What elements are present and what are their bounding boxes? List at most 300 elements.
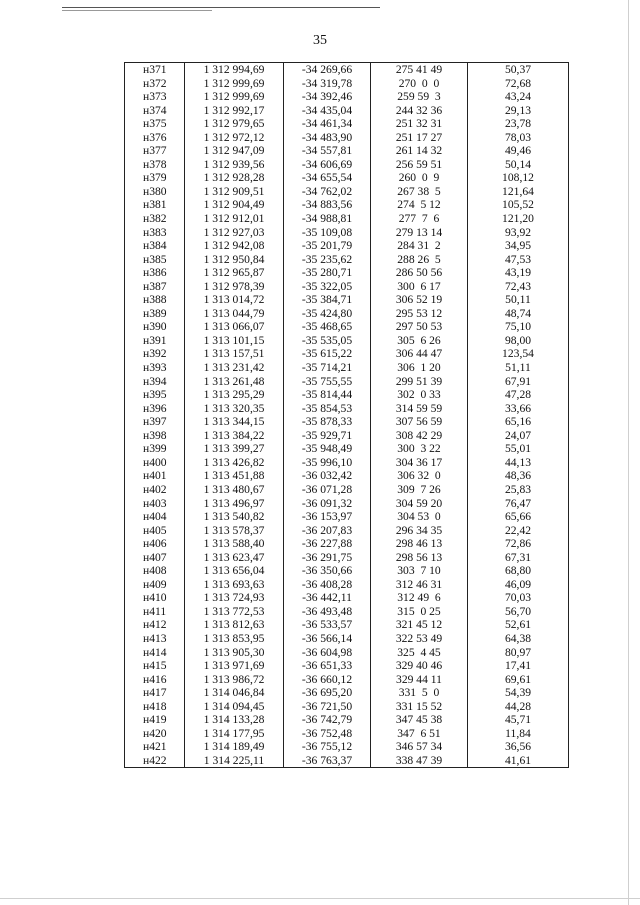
table-row xyxy=(125,375,569,389)
distance-cell: 48,74 xyxy=(468,307,569,321)
y-coordinate-cell: -35 948,49 xyxy=(284,442,371,456)
page-edge-bottom xyxy=(0,898,640,899)
point-id-cell: н407 xyxy=(125,551,185,565)
x-coordinate-cell: 1 313 623,47 xyxy=(185,551,284,565)
distance-cell: 67,31 xyxy=(468,551,569,565)
table-row xyxy=(125,632,569,646)
direction-angle-cell: 346 57 34 xyxy=(371,740,468,754)
point-id-cell: н415 xyxy=(125,659,185,673)
x-coordinate-cell: 1 313 693,63 xyxy=(185,578,284,592)
y-coordinate-cell: -35 468,65 xyxy=(284,320,371,334)
point-id-cell: н384 xyxy=(125,239,185,253)
direction-angle-cell: 277 7 6 xyxy=(371,212,468,226)
distance-cell: 108,12 xyxy=(468,171,569,185)
point-id-cell: н390 xyxy=(125,320,185,334)
y-coordinate-cell: -36 660,12 xyxy=(284,673,371,687)
x-coordinate-cell: 1 312 904,49 xyxy=(185,198,284,212)
direction-angle-cell: 306 32 0 xyxy=(371,469,468,483)
direction-angle-cell: 251 32 31 xyxy=(371,117,468,131)
point-id-cell: н416 xyxy=(125,673,185,687)
direction-angle-cell: 305 6 26 xyxy=(371,334,468,348)
point-id-cell: н405 xyxy=(125,524,185,538)
y-coordinate-cell: -36 651,33 xyxy=(284,659,371,673)
direction-angle-cell: 304 36 17 xyxy=(371,456,468,470)
x-coordinate-cell: 1 314 094,45 xyxy=(185,700,284,714)
distance-cell: 41,61 xyxy=(468,754,569,768)
point-id-cell: н411 xyxy=(125,605,185,619)
table-row xyxy=(125,497,569,511)
y-coordinate-cell: -34 435,04 xyxy=(284,104,371,118)
distance-cell: 47,53 xyxy=(468,253,569,267)
direction-angle-cell: 300 3 22 xyxy=(371,442,468,456)
point-id-cell: н401 xyxy=(125,469,185,483)
point-id-cell: н403 xyxy=(125,497,185,511)
distance-cell: 69,61 xyxy=(468,673,569,687)
table-row xyxy=(125,198,569,212)
table-row xyxy=(125,253,569,267)
direction-angle-cell: 284 31 2 xyxy=(371,239,468,253)
direction-angle-cell: 288 26 5 xyxy=(371,253,468,267)
distance-cell: 121,64 xyxy=(468,185,569,199)
x-coordinate-cell: 1 313 231,42 xyxy=(185,361,284,375)
direction-angle-cell: 302 0 33 xyxy=(371,388,468,402)
distance-cell: 51,11 xyxy=(468,361,569,375)
x-coordinate-cell: 1 313 772,53 xyxy=(185,605,284,619)
x-coordinate-cell: 1 313 971,69 xyxy=(185,659,284,673)
distance-cell: 72,43 xyxy=(468,280,569,294)
table-row xyxy=(125,158,569,172)
distance-cell: 47,28 xyxy=(468,388,569,402)
x-coordinate-cell: 1 313 540,82 xyxy=(185,510,284,524)
x-coordinate-cell: 1 313 066,07 xyxy=(185,320,284,334)
y-coordinate-cell: -36 533,57 xyxy=(284,618,371,632)
table-row xyxy=(125,469,569,483)
point-id-cell: н396 xyxy=(125,402,185,416)
y-coordinate-cell: -34 392,46 xyxy=(284,90,371,104)
distance-cell: 46,09 xyxy=(468,578,569,592)
y-coordinate-cell: -35 854,53 xyxy=(284,402,371,416)
direction-angle-cell: 260 0 9 xyxy=(371,171,468,185)
direction-angle-cell: 347 45 38 xyxy=(371,713,468,727)
x-coordinate-cell: 1 313 480,67 xyxy=(185,483,284,497)
distance-cell: 43,24 xyxy=(468,90,569,104)
x-coordinate-cell: 1 314 225,11 xyxy=(185,754,284,768)
x-coordinate-cell: 1 314 133,28 xyxy=(185,713,284,727)
point-id-cell: н377 xyxy=(125,144,185,158)
y-coordinate-cell: -36 763,37 xyxy=(284,754,371,768)
x-coordinate-cell: 1 312 999,69 xyxy=(185,90,284,104)
distance-cell: 67,91 xyxy=(468,375,569,389)
y-coordinate-cell: -36 721,50 xyxy=(284,700,371,714)
point-id-cell: н385 xyxy=(125,253,185,267)
direction-angle-cell: 299 51 39 xyxy=(371,375,468,389)
y-coordinate-cell: -36 752,48 xyxy=(284,727,371,741)
point-id-cell: н372 xyxy=(125,77,185,91)
table-row xyxy=(125,212,569,226)
point-id-cell: н419 xyxy=(125,713,185,727)
point-id-cell: н421 xyxy=(125,740,185,754)
table-row xyxy=(125,239,569,253)
distance-cell: 49,46 xyxy=(468,144,569,158)
table-row xyxy=(125,578,569,592)
table-row xyxy=(125,320,569,334)
x-coordinate-cell: 1 313 157,51 xyxy=(185,347,284,361)
x-coordinate-cell: 1 312 994,69 xyxy=(185,63,284,77)
point-id-cell: н410 xyxy=(125,591,185,605)
distance-cell: 52,61 xyxy=(468,618,569,632)
x-coordinate-cell: 1 312 950,84 xyxy=(185,253,284,267)
y-coordinate-cell: -36 604,98 xyxy=(284,646,371,660)
table-row xyxy=(125,524,569,538)
direction-angle-cell: 312 46 31 xyxy=(371,578,468,592)
x-coordinate-cell: 1 313 853,95 xyxy=(185,632,284,646)
direction-angle-cell: 307 56 59 xyxy=(371,415,468,429)
page-edge-right xyxy=(628,0,629,905)
table-row xyxy=(125,686,569,700)
direction-angle-cell: 303 7 10 xyxy=(371,564,468,578)
table-row xyxy=(125,402,569,416)
direction-angle-cell: 295 53 12 xyxy=(371,307,468,321)
distance-cell: 75,10 xyxy=(468,320,569,334)
table-row xyxy=(125,144,569,158)
x-coordinate-cell: 1 312 999,69 xyxy=(185,77,284,91)
table-row xyxy=(125,334,569,348)
table-row xyxy=(125,442,569,456)
distance-cell: 22,42 xyxy=(468,524,569,538)
point-id-cell: н397 xyxy=(125,415,185,429)
y-coordinate-cell: -35 235,62 xyxy=(284,253,371,267)
y-coordinate-cell: -36 207,83 xyxy=(284,524,371,538)
distance-cell: 78,03 xyxy=(468,131,569,145)
distance-cell: 50,14 xyxy=(468,158,569,172)
point-id-cell: н417 xyxy=(125,686,185,700)
x-coordinate-cell: 1 312 942,08 xyxy=(185,239,284,253)
direction-angle-cell: 274 5 12 xyxy=(371,198,468,212)
direction-angle-cell: 300 6 17 xyxy=(371,280,468,294)
x-coordinate-cell: 1 312 928,28 xyxy=(185,171,284,185)
table-row xyxy=(125,104,569,118)
direction-angle-cell: 306 1 20 xyxy=(371,361,468,375)
point-id-cell: н388 xyxy=(125,293,185,307)
distance-cell: 23,78 xyxy=(468,117,569,131)
x-coordinate-cell: 1 314 046,84 xyxy=(185,686,284,700)
y-coordinate-cell: -36 032,42 xyxy=(284,469,371,483)
point-id-cell: н420 xyxy=(125,727,185,741)
y-coordinate-cell: -36 227,88 xyxy=(284,537,371,551)
y-coordinate-cell: -36 442,11 xyxy=(284,591,371,605)
x-coordinate-cell: 1 313 426,82 xyxy=(185,456,284,470)
x-coordinate-cell: 1 313 905,30 xyxy=(185,646,284,660)
distance-cell: 44,13 xyxy=(468,456,569,470)
point-id-cell: н379 xyxy=(125,171,185,185)
table-row xyxy=(125,659,569,673)
direction-angle-cell: 256 59 51 xyxy=(371,158,468,172)
point-id-cell: н413 xyxy=(125,632,185,646)
x-coordinate-cell: 1 312 992,17 xyxy=(185,104,284,118)
point-id-cell: н389 xyxy=(125,307,185,321)
point-id-cell: н378 xyxy=(125,158,185,172)
table-row xyxy=(125,361,569,375)
distance-cell: 68,80 xyxy=(468,564,569,578)
x-coordinate-cell: 1 312 972,12 xyxy=(185,131,284,145)
table-row xyxy=(125,551,569,565)
y-coordinate-cell: -35 714,21 xyxy=(284,361,371,375)
direction-angle-cell: 298 46 13 xyxy=(371,537,468,551)
y-coordinate-cell: -35 535,05 xyxy=(284,334,371,348)
table-row xyxy=(125,754,569,768)
distance-cell: 65,66 xyxy=(468,510,569,524)
point-id-cell: н386 xyxy=(125,266,185,280)
coordinates-table xyxy=(124,62,569,768)
distance-cell: 50,37 xyxy=(468,63,569,77)
direction-angle-cell: 306 52 19 xyxy=(371,293,468,307)
distance-cell: 80,97 xyxy=(468,646,569,660)
distance-cell: 50,11 xyxy=(468,293,569,307)
distance-cell: 56,70 xyxy=(468,605,569,619)
point-id-cell: н394 xyxy=(125,375,185,389)
direction-angle-cell: 298 56 13 xyxy=(371,551,468,565)
distance-cell: 44,28 xyxy=(468,700,569,714)
direction-angle-cell: 259 59 3 xyxy=(371,90,468,104)
table-row xyxy=(125,226,569,240)
point-id-cell: н387 xyxy=(125,280,185,294)
direction-angle-cell: 347 6 51 xyxy=(371,727,468,741)
x-coordinate-cell: 1 313 724,93 xyxy=(185,591,284,605)
table-row xyxy=(125,646,569,660)
point-id-cell: н418 xyxy=(125,700,185,714)
point-id-cell: н408 xyxy=(125,564,185,578)
direction-angle-cell: 325 4 45 xyxy=(371,646,468,660)
y-coordinate-cell: -35 615,22 xyxy=(284,347,371,361)
y-coordinate-cell: -34 762,02 xyxy=(284,185,371,199)
point-id-cell: н371 xyxy=(125,63,185,77)
point-id-cell: н383 xyxy=(125,226,185,240)
direction-angle-cell: 338 47 39 xyxy=(371,754,468,768)
point-id-cell: н376 xyxy=(125,131,185,145)
y-coordinate-cell: -35 929,71 xyxy=(284,429,371,443)
x-coordinate-cell: 1 313 014,72 xyxy=(185,293,284,307)
direction-angle-cell: 331 5 0 xyxy=(371,686,468,700)
direction-angle-cell: 304 53 0 xyxy=(371,510,468,524)
x-coordinate-cell: 1 314 177,95 xyxy=(185,727,284,741)
direction-angle-cell: 309 7 26 xyxy=(371,483,468,497)
y-coordinate-cell: -34 319,78 xyxy=(284,77,371,91)
y-coordinate-cell: -36 742,79 xyxy=(284,713,371,727)
distance-cell: 72,86 xyxy=(468,537,569,551)
point-id-cell: н375 xyxy=(125,117,185,131)
table-row xyxy=(125,537,569,551)
distance-cell: 105,52 xyxy=(468,198,569,212)
table-row xyxy=(125,740,569,754)
x-coordinate-cell: 1 312 965,87 xyxy=(185,266,284,280)
point-id-cell: н399 xyxy=(125,442,185,456)
distance-cell: 25,83 xyxy=(468,483,569,497)
y-coordinate-cell: -35 878,33 xyxy=(284,415,371,429)
table-row xyxy=(125,171,569,185)
direction-angle-cell: 270 0 0 xyxy=(371,77,468,91)
direction-angle-cell: 331 15 52 xyxy=(371,700,468,714)
x-coordinate-cell: 1 313 812,63 xyxy=(185,618,284,632)
x-coordinate-cell: 1 313 261,48 xyxy=(185,375,284,389)
x-coordinate-cell: 1 313 656,04 xyxy=(185,564,284,578)
header-rule-secondary xyxy=(62,10,212,11)
point-id-cell: н409 xyxy=(125,578,185,592)
x-coordinate-cell: 1 313 295,29 xyxy=(185,388,284,402)
x-coordinate-cell: 1 313 344,15 xyxy=(185,415,284,429)
table-row xyxy=(125,727,569,741)
y-coordinate-cell: -34 461,34 xyxy=(284,117,371,131)
x-coordinate-cell: 1 314 189,49 xyxy=(185,740,284,754)
point-id-cell: н412 xyxy=(125,618,185,632)
x-coordinate-cell: 1 313 578,37 xyxy=(185,524,284,538)
table-row xyxy=(125,185,569,199)
direction-angle-cell: 286 50 56 xyxy=(371,266,468,280)
table-row xyxy=(125,456,569,470)
direction-angle-cell: 296 34 35 xyxy=(371,524,468,538)
table-row xyxy=(125,293,569,307)
table-row xyxy=(125,483,569,497)
table-row xyxy=(125,605,569,619)
distance-cell: 64,38 xyxy=(468,632,569,646)
x-coordinate-cell: 1 313 320,35 xyxy=(185,402,284,416)
direction-angle-cell: 275 41 49 xyxy=(371,63,468,77)
point-id-cell: н395 xyxy=(125,388,185,402)
table-row xyxy=(125,429,569,443)
y-coordinate-cell: -35 755,55 xyxy=(284,375,371,389)
point-id-cell: н373 xyxy=(125,90,185,104)
y-coordinate-cell: -35 814,44 xyxy=(284,388,371,402)
table-row xyxy=(125,266,569,280)
table-row xyxy=(125,63,569,77)
direction-angle-cell: 329 44 11 xyxy=(371,673,468,687)
point-id-cell: н398 xyxy=(125,429,185,443)
y-coordinate-cell: -35 109,08 xyxy=(284,226,371,240)
header-rule xyxy=(62,7,380,8)
point-id-cell: н374 xyxy=(125,104,185,118)
table-row xyxy=(125,510,569,524)
y-coordinate-cell: -36 493,48 xyxy=(284,605,371,619)
direction-angle-cell: 304 59 20 xyxy=(371,497,468,511)
point-id-cell: н414 xyxy=(125,646,185,660)
distance-cell: 48,36 xyxy=(468,469,569,483)
table-row xyxy=(125,307,569,321)
table-row xyxy=(125,347,569,361)
distance-cell: 55,01 xyxy=(468,442,569,456)
y-coordinate-cell: -36 153,97 xyxy=(284,510,371,524)
y-coordinate-cell: -36 408,28 xyxy=(284,578,371,592)
y-coordinate-cell: -36 071,28 xyxy=(284,483,371,497)
table-row xyxy=(125,673,569,687)
point-id-cell: н391 xyxy=(125,334,185,348)
table-row xyxy=(125,564,569,578)
direction-angle-cell: 279 13 14 xyxy=(371,226,468,240)
x-coordinate-cell: 1 313 044,79 xyxy=(185,307,284,321)
table-row xyxy=(125,700,569,714)
x-coordinate-cell: 1 313 496,97 xyxy=(185,497,284,511)
y-coordinate-cell: -34 655,54 xyxy=(284,171,371,185)
point-id-cell: н392 xyxy=(125,347,185,361)
table-row xyxy=(125,591,569,605)
x-coordinate-cell: 1 313 399,27 xyxy=(185,442,284,456)
table-row xyxy=(125,415,569,429)
distance-cell: 76,47 xyxy=(468,497,569,511)
table-row xyxy=(125,90,569,104)
y-coordinate-cell: -35 201,79 xyxy=(284,239,371,253)
point-id-cell: н382 xyxy=(125,212,185,226)
x-coordinate-cell: 1 312 979,65 xyxy=(185,117,284,131)
distance-cell: 34,95 xyxy=(468,239,569,253)
table-row xyxy=(125,618,569,632)
y-coordinate-cell: -35 384,71 xyxy=(284,293,371,307)
distance-cell: 121,20 xyxy=(468,212,569,226)
direction-angle-cell: 297 50 53 xyxy=(371,320,468,334)
table-row xyxy=(125,280,569,294)
point-id-cell: н380 xyxy=(125,185,185,199)
distance-cell: 70,03 xyxy=(468,591,569,605)
x-coordinate-cell: 1 312 927,03 xyxy=(185,226,284,240)
table-row xyxy=(125,77,569,91)
y-coordinate-cell: -34 606,69 xyxy=(284,158,371,172)
x-coordinate-cell: 1 313 101,15 xyxy=(185,334,284,348)
y-coordinate-cell: -34 988,81 xyxy=(284,212,371,226)
distance-cell: 54,39 xyxy=(468,686,569,700)
x-coordinate-cell: 1 313 451,88 xyxy=(185,469,284,483)
y-coordinate-cell: -35 424,80 xyxy=(284,307,371,321)
distance-cell: 36,56 xyxy=(468,740,569,754)
x-coordinate-cell: 1 313 588,40 xyxy=(185,537,284,551)
y-coordinate-cell: -34 883,56 xyxy=(284,198,371,212)
direction-angle-cell: 244 32 36 xyxy=(371,104,468,118)
table-row xyxy=(125,131,569,145)
distance-cell: 17,41 xyxy=(468,659,569,673)
y-coordinate-cell: -36 091,32 xyxy=(284,497,371,511)
direction-angle-cell: 315 0 25 xyxy=(371,605,468,619)
point-id-cell: н404 xyxy=(125,510,185,524)
x-coordinate-cell: 1 312 939,56 xyxy=(185,158,284,172)
direction-angle-cell: 312 49 6 xyxy=(371,591,468,605)
distance-cell: 93,92 xyxy=(468,226,569,240)
point-id-cell: н393 xyxy=(125,361,185,375)
table-row xyxy=(125,388,569,402)
direction-angle-cell: 314 59 59 xyxy=(371,402,468,416)
y-coordinate-cell: -34 557,81 xyxy=(284,144,371,158)
point-id-cell: н400 xyxy=(125,456,185,470)
point-id-cell: н381 xyxy=(125,198,185,212)
point-id-cell: н422 xyxy=(125,754,185,768)
distance-cell: 98,00 xyxy=(468,334,569,348)
distance-cell: 123,54 xyxy=(468,347,569,361)
y-coordinate-cell: -36 291,75 xyxy=(284,551,371,565)
distance-cell: 43,19 xyxy=(468,266,569,280)
direction-angle-cell: 329 40 46 xyxy=(371,659,468,673)
y-coordinate-cell: -35 322,05 xyxy=(284,280,371,294)
direction-angle-cell: 322 53 49 xyxy=(371,632,468,646)
y-coordinate-cell: -36 350,66 xyxy=(284,564,371,578)
direction-angle-cell: 306 44 47 xyxy=(371,347,468,361)
y-coordinate-cell: -34 269,66 xyxy=(284,63,371,77)
distance-cell: 72,68 xyxy=(468,77,569,91)
direction-angle-cell: 261 14 32 xyxy=(371,144,468,158)
x-coordinate-cell: 1 312 947,09 xyxy=(185,144,284,158)
distance-cell: 65,16 xyxy=(468,415,569,429)
y-coordinate-cell: -35 996,10 xyxy=(284,456,371,470)
point-id-cell: н402 xyxy=(125,483,185,497)
direction-angle-cell: 267 38 5 xyxy=(371,185,468,199)
y-coordinate-cell: -36 755,12 xyxy=(284,740,371,754)
x-coordinate-cell: 1 313 986,72 xyxy=(185,673,284,687)
distance-cell: 29,13 xyxy=(468,104,569,118)
page-number: 35 xyxy=(313,33,327,48)
